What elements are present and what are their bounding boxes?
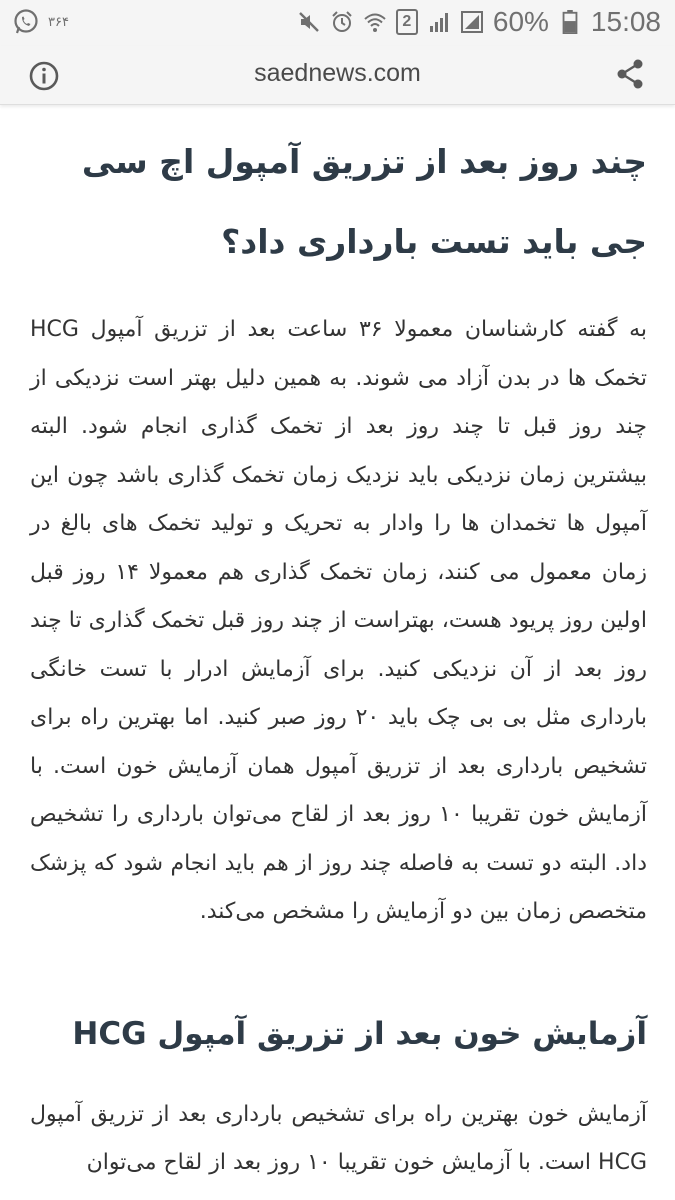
whatsapp-icon xyxy=(12,8,40,36)
status-bar xyxy=(0,0,675,46)
article-subheading: آزمایش خون بعد از تزریق آمپول HCG xyxy=(72,1015,647,1052)
url-text[interactable]: saednews.com xyxy=(254,59,421,87)
article-paragraph: به گفته کارشناسان معمولا ۳۶ ساعت بعد از تزریق آمپول HCG تخمک ها در بدن آزاد می شوند. به همین دلیل بهتر است نزدیکی از چند روز قبل تا چند روز بعد از تخمک گذاری انجام شود. البته بیشترین زمان نزدیکی باید نزدیک زمان تخمک گذاری باشد چون این آمپول ها تخمدان ها را وادار به تحریک و تولید تخمک های بالغ در زمان معمول می کنند، زمان تخمک گذاری هم معمولا ۱۴ روز قبل اولین روز پریود هست، بهتراست از چند روز قبل تخمک گذاری تا چند روز بعد از آن نزدیکی کنید. برای آزمایش ادرار با تست خانگی بارداری مثل بی بی چک باید ۲۰ روز صبر کنید. اما بهترین راه برای تشخیص بارداری بعد از تزریق آمپول همان آزمایش خون است. با آزمایش خون تقریبا ۱۰ روز بعد از لقاح می‌توان بارداری را تشخیص داد. البته دو تست به فاصله چند روز از هم باید انجام شود که پزشک متخصص زمان بین دو آزمایش را مشخص می‌کند. xyxy=(30,317,647,924)
browser-url-bar xyxy=(0,46,675,105)
article-heading: چند روز بعد از تزریق آمپول اچ سی جی باید تست بارداری داد؟ xyxy=(81,142,647,261)
wifi-icon xyxy=(363,10,387,34)
battery-percent: 60% xyxy=(492,6,549,37)
clock: 15:08 xyxy=(590,6,661,37)
battery-icon xyxy=(558,10,582,34)
article-content xyxy=(30,122,647,1188)
article-paragraph: آزمایش خون بهترین راه برای تشخیص بارداری بعد از تزریق آمپول HCG است. با آزمایش خون تقریبا ۱۰ روز بعد از لقاح می‌توان xyxy=(30,1101,647,1175)
alarm-icon xyxy=(330,10,354,34)
notification-count: ۳۶۴ xyxy=(48,14,69,30)
signal-icon xyxy=(427,10,451,34)
sim-icon: 2 xyxy=(396,9,418,35)
mute-icon xyxy=(297,10,321,34)
share-icon[interactable] xyxy=(615,58,645,90)
signal-icon xyxy=(460,10,484,34)
